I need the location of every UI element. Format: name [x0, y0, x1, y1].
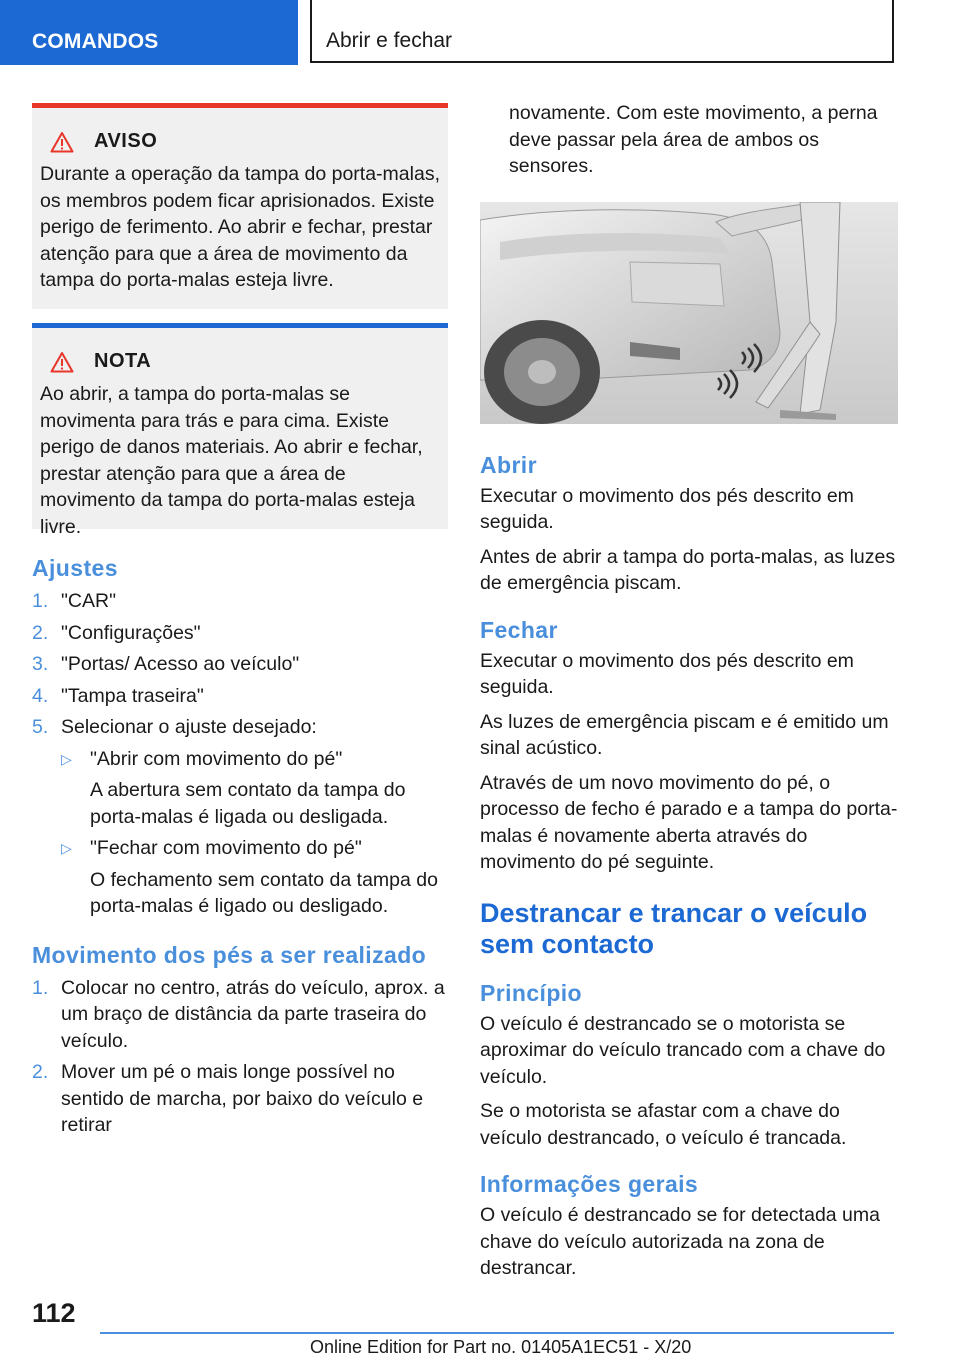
- fechar-heading: Fechar: [480, 616, 558, 643]
- movement-continuation: novamente. Com este movimento, a perna deve passar pela área de ambos os sensores.: [509, 102, 878, 177]
- ajustes-list: [32, 588, 448, 741]
- car-rear-illustration: [480, 202, 898, 424]
- note-box: [32, 323, 448, 538]
- note-title: NOTA: [94, 350, 152, 372]
- sub-item-desc: O fechamento sem contato da tampa do porta-malas é ligado ou desligado.: [90, 868, 438, 917]
- list-number: 2.: [32, 621, 49, 644]
- list-text: Mover um pé o mais longe possível no sentido de marcha, por baixo do veículo e retirar: [61, 1061, 424, 1136]
- list-item: [32, 620, 448, 647]
- chapter-label: COMANDOS: [32, 30, 159, 53]
- fechar-text-1: Executar o movimento dos pés descrito em seguida.: [480, 649, 854, 698]
- list-item: [32, 714, 448, 741]
- triangle-bullet-icon: ▷: [61, 750, 72, 767]
- list-item: [32, 1059, 448, 1139]
- list-text: "Configurações": [61, 621, 201, 644]
- sub-item-label: "Abrir com movimento do pé": [90, 747, 343, 770]
- info-text-1: O veículo é destrancado se for detectada uma chave do veículo autorizada na zona de destrancar.: [480, 1204, 880, 1279]
- sub-list-item: [32, 746, 448, 831]
- footer-edition: Online Edition for Part no. 01405A1EC51 - X/20: [310, 1337, 692, 1357]
- movement-list: [32, 975, 448, 1139]
- keyless-heading: Destrancar e trancar o veículo sem contacto: [480, 897, 868, 959]
- list-text: Colocar no centro, atrás do veículo, aprox. a um braço de distância da parte traseira do veículo.: [61, 976, 445, 1052]
- list-text: Selecionar o ajuste desejado:: [61, 716, 317, 738]
- sub-item-desc: A abertura sem contato da tampa do porta-malas é ligada ou desligada.: [90, 779, 406, 828]
- principio-text-2: Se o motorista se afastar com a chave do veículo destrancado, o veículo é trancada.: [480, 1100, 847, 1149]
- footer-divider: [100, 1332, 894, 1334]
- note-text: Ao abrir, a tampa do porta-malas se movimenta para trás e para cima. Existe perigo de danos materiais. Ao abrir e fechar, prestar atenção para que a área de movimento da tampa do porta-malas esteja livre.: [40, 383, 423, 538]
- list-number: 5.: [32, 716, 49, 738]
- left-column: [32, 103, 448, 1139]
- list-text: "Portas/ Acesso ao veículo": [61, 653, 300, 675]
- principio-text-1: O veículo é destrancado se o motorista se aproximar do veículo trancado com a chave do veículo.: [480, 1012, 886, 1088]
- list-number: 1.: [32, 590, 49, 612]
- list-item: [32, 683, 448, 710]
- page-number: 112: [32, 1298, 76, 1328]
- principio-heading: Princípio: [480, 979, 583, 1006]
- warning-text: Durante a operação da tampa do porta-malas, os membros podem ficar aprisionados. Existe perigo de ferimento. Ao abrir e fechar, prestar atenção para que a área de movimento da tampa do porta-malas esteja livre.: [40, 163, 440, 291]
- movement-heading: Movimento dos pés a ser realizado: [32, 941, 427, 968]
- warning-title: AVISO: [94, 130, 158, 152]
- list-number: 3.: [32, 653, 49, 675]
- list-number: 2.: [32, 1061, 49, 1083]
- list-item: [32, 651, 448, 678]
- abrir-text-2: Antes de abrir a tampa do porta-malas, as luzes de emergência piscam.: [480, 545, 896, 594]
- chapter-tab: [0, 0, 298, 65]
- section-title: Abrir e fechar: [326, 29, 453, 52]
- fechar-text-3: Através de um novo movimento do pé, o processo de fecho é parado e a tampa do porta-malas é novamente aberta através do movimento do pé seguinte.: [480, 771, 898, 873]
- warning-triangle-icon: [50, 351, 74, 373]
- list-text: "Tampa traseira": [61, 684, 204, 707]
- list-item: [32, 588, 448, 615]
- sub-item-label: "Fechar com movimento do pé": [90, 837, 362, 859]
- triangle-bullet-icon: ▷: [61, 840, 72, 856]
- list-item: [32, 975, 448, 1055]
- abrir-text-1: Executar o movimento dos pés descrito em seguida.: [480, 484, 854, 533]
- abrir-heading: Abrir: [480, 451, 537, 478]
- right-column: [480, 100, 898, 1282]
- fechar-text-2: As luzes de emergência piscam e é emitido um sinal acústico.: [480, 710, 889, 759]
- list-number: 1.: [32, 976, 49, 999]
- warning-triangle-icon: [50, 131, 74, 153]
- warning-box: [32, 103, 448, 309]
- section-title-box: [310, 0, 894, 63]
- list-text: "CAR": [61, 590, 117, 612]
- list-number: 4.: [32, 684, 49, 707]
- info-heading: Informações gerais: [480, 1171, 699, 1197]
- sub-list-item: [32, 835, 448, 920]
- ajustes-heading: Ajustes: [32, 555, 118, 581]
- kick-sensor-illustration: [480, 202, 898, 424]
